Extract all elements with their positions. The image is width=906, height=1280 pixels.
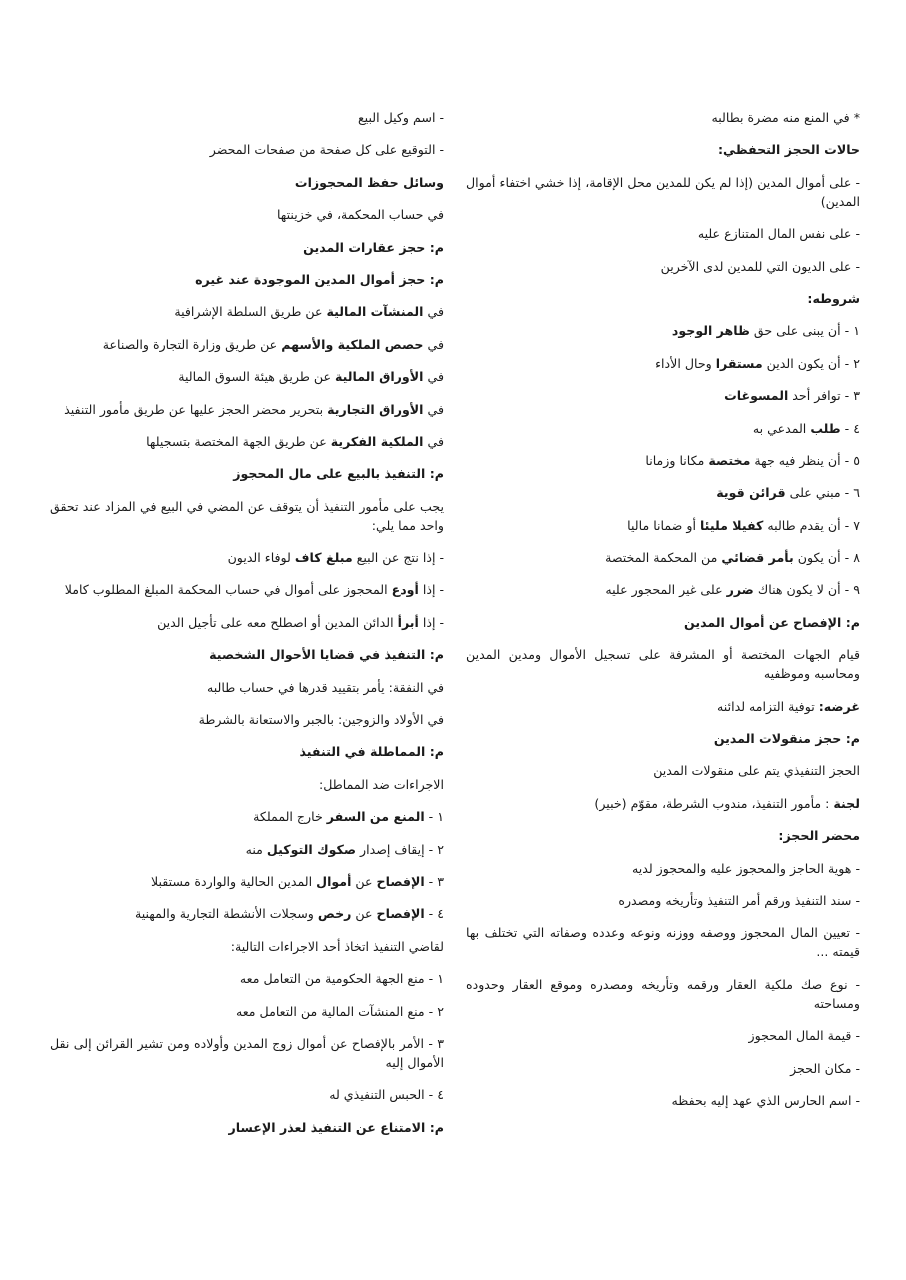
text-line: - التوقيع على كل صفحة من صفحات المحضر <box>209 142 444 158</box>
text-line: قيام الجهات المختصة أو المشرفة على تسجيل الأموال ومدين المدين ومحاسبه وموظفيه <box>466 647 860 682</box>
text-fragment: ٦ - مبني على <box>785 485 860 501</box>
text-line: ٣ - الأمر بالإفصاح عن أموال زوج المدين وأولاده ومن تشير القرائن إلى نقل الأموال إليه <box>50 1035 444 1070</box>
text-fragment: خارج المملكة <box>253 809 327 825</box>
text-fragment: المحجوز على أموال في حساب المحكمة المبلغ المطلوب كاملا <box>64 582 392 598</box>
text-fragment: عن <box>351 873 377 889</box>
text-line: يجب على مأمور التنفيذ أن يتوقف عن المضي في البيع في المزاد عند تحقق واحد مما يلي: <box>50 498 444 533</box>
text-fragment: ٥ - أن ينظر فيه جهة <box>750 452 860 468</box>
bold-term: المنشآت المالية <box>326 304 424 320</box>
bold-term: ضرر <box>726 582 754 598</box>
bold-term: كفيلا مليئا <box>699 517 764 533</box>
text-line <box>50 400 444 419</box>
text-line <box>50 335 444 354</box>
bold-term: رخص <box>317 906 352 922</box>
text-fragment: ٣ - <box>424 873 444 889</box>
section-heading: شروطه: <box>807 290 860 306</box>
text-line: في النفقة: يأمر بتقييد قدرها في حساب طالبه <box>206 679 444 695</box>
text-line: ٢ - منع المنشآت المالية من التعامل معه <box>235 1003 444 1019</box>
text-line: - على الديون التي للمدين لدى الآخرين <box>660 258 860 274</box>
text-fragment: في <box>423 369 444 385</box>
bold-term: الإفصاح <box>376 906 425 922</box>
bold-term: طلب <box>810 420 841 436</box>
text-line <box>466 354 860 373</box>
text-line: ١ - منع الجهة الحكومية من التعامل معه <box>239 971 444 987</box>
text-fragment: ٤ - <box>840 420 860 436</box>
text-line <box>50 548 444 567</box>
text-line: - هوية الحاجز والمحجوز عليه والمحجوز لديه <box>631 860 860 876</box>
right-column <box>466 108 860 1280</box>
section-heading: م: التنفيذ بالبيع على مال المحجوز <box>233 466 444 482</box>
text-fragment: توفية التزامه لدائنه <box>717 698 819 714</box>
text-fragment: بتحرير محضر الحجز عليها عن طريق مأمور التنفيذ <box>64 401 328 417</box>
section-heading: م: التنفيذ في قضايا الأحوال الشخصية <box>209 647 444 663</box>
text-fragment: ٢ - إيقاف إصدار <box>356 841 444 857</box>
section-heading: محضر الحجز: <box>778 828 860 844</box>
text-line: * في المنع منه مضرة بطالبه <box>711 110 860 125</box>
section-heading: م: الامتناع عن التنفيذ لعذر الإعسار <box>228 1119 444 1135</box>
bold-term: الإفصاح <box>376 873 425 889</box>
text-line: - مكان الحجز <box>790 1060 860 1076</box>
text-fragment: عن طريق هيئة السوق المالية <box>178 369 335 385</box>
text-fragment: في <box>423 433 444 449</box>
text-fragment: ٢ - أن يكون الدين <box>762 355 860 371</box>
bold-term: صكوك التوكيل <box>266 841 357 857</box>
bold-term: بأمر قضائي <box>721 550 794 566</box>
text-fragment: عن طريق الجهة المختصة بتسجيلها <box>146 433 331 449</box>
text-line: - على أموال المدين (إذا لم يكن للمدين محل الإقامة، إذا خشي اختفاء أموال المدين) <box>466 174 860 209</box>
text-line <box>466 794 860 813</box>
section-heading: م: حجز عقارات المدين <box>303 239 444 255</box>
text-fragment: عن <box>351 906 377 922</box>
text-line <box>50 432 444 451</box>
text-fragment: عن طريق السلطة الإشرافية <box>174 304 327 320</box>
text-line <box>466 483 860 502</box>
section-heading: م: الإفصاح عن أموال المدين <box>684 614 860 630</box>
text-fragment: المدين الحالية والواردة مستقبلا <box>150 873 317 889</box>
text-line: في الأولاد والزوجين: بالجبر والاستعانة بالشرطة <box>198 712 444 728</box>
text-line <box>466 516 860 535</box>
text-fragment: ١ - أن يبنى على حق <box>749 323 860 339</box>
bold-term: الأوراق التجارية <box>327 401 424 417</box>
bold-term: المسوغات <box>724 388 789 404</box>
section-heading: وسائل حفظ المحجوزات <box>294 174 444 190</box>
bold-term: حصص الملكية والأسهم <box>281 336 424 352</box>
text-line <box>466 321 860 340</box>
section-heading: م: حجز أموال المدين الموجودة عند غيره <box>195 271 444 287</box>
text-fragment: ٧ - أن يقدم طالبه <box>763 517 860 533</box>
text-line: - اسم الحارس الذي عهد إليه بحفظه <box>671 1092 860 1108</box>
text-fragment: وحال الأداء <box>655 355 716 371</box>
text-fragment: ٨ - أن يكون <box>793 550 860 566</box>
text-fragment: في <box>423 336 444 352</box>
text-line: لقاضي التنفيذ اتخاذ أحد الاجراءات التالية: <box>230 938 444 954</box>
text-line <box>50 302 444 321</box>
text-line: - على نفس المال المتنازع عليه <box>697 226 860 242</box>
text-line: - نوع صك ملكية العقار ورقمه وتأريخه ومصدره وموقع العقار وحدوده ومساحته <box>466 976 860 1011</box>
bold-term: غرضه: <box>818 698 860 714</box>
text-fragment: الدائن المدين أو اصطلح معه على تأجيل الدين <box>157 614 398 630</box>
text-fragment: المدعي به <box>752 420 811 436</box>
section-heading: م: المماطلة في التنفيذ <box>299 744 444 760</box>
bold-term: المنع من السفر <box>326 809 425 825</box>
text-line: - سند التنفيذ ورقم أمر التنفيذ وتأريخه ومصدره <box>618 892 860 908</box>
bold-term: قرائن قوية <box>716 485 786 501</box>
text-line <box>466 548 860 567</box>
text-fragment: في <box>423 401 444 417</box>
text-fragment: - إذا <box>418 582 444 598</box>
text-fragment: ٤ - <box>424 906 444 922</box>
text-line <box>466 386 860 405</box>
text-fragment: - إذا نتج عن البيع <box>352 550 444 566</box>
bold-term: أبرأ <box>397 614 419 630</box>
bold-term: مبلغ كاف <box>294 550 353 566</box>
section-heading: حالات الحجز التحفظي: <box>717 142 860 158</box>
text-line: - اسم وكيل البيع <box>357 110 444 125</box>
text-fragment: ١ - <box>424 809 444 825</box>
text-fragment: مكانا وزمانا <box>645 452 709 468</box>
text-fragment: من المحكمة المختصة <box>605 550 722 566</box>
text-fragment: منه <box>245 841 267 857</box>
text-line: - تعيين المال المحجوز ووصفه ووزنه ونوعه وعدده وصفاته التي تختلف بها قيمته ... <box>466 925 860 960</box>
section-heading: م: حجز منقولات المدين <box>713 731 860 747</box>
text-line <box>466 697 860 716</box>
bold-term: الأوراق المالية <box>335 369 424 385</box>
text-fragment: - إذا <box>418 614 444 630</box>
text-fragment: على غير المحجور عليه <box>605 582 727 598</box>
text-line <box>466 419 860 438</box>
text-fragment: ٣ - توافر أحد <box>788 388 860 404</box>
text-fragment: أو ضمانا ماليا <box>627 517 700 533</box>
text-line: الاجراءات ضد المماطل: <box>318 776 444 792</box>
text-line: - قيمة المال المحجوز <box>748 1028 860 1044</box>
bold-term: لجنة <box>833 795 860 811</box>
text-line <box>50 872 444 891</box>
text-fragment: عن طريق وزارة التجارة والصناعة <box>102 336 282 352</box>
text-line <box>50 807 444 826</box>
text-line: ٤ - الحبس التنفيذي له <box>329 1087 444 1103</box>
text-fragment: ٩ - أن لا يكون هناك <box>753 582 860 598</box>
bold-term: مستقرا <box>715 355 763 371</box>
text-line <box>466 580 860 599</box>
bold-term: ظاهر الوجود <box>671 323 750 339</box>
bold-term: مختصة <box>708 452 751 468</box>
text-line <box>50 840 444 859</box>
left-column <box>50 108 444 1280</box>
text-fragment: في <box>423 304 444 320</box>
bold-term: أودع <box>391 582 419 598</box>
bold-term: الملكية الفكرية <box>330 433 424 449</box>
text-fragment: : مأمور التنفيذ، مندوب الشرطة، مقوّم (خبير) <box>594 795 834 811</box>
text-line <box>50 367 444 386</box>
text-line: الحجز التنفيذي يتم على منقولات المدين <box>653 763 860 779</box>
text-line <box>466 451 860 470</box>
bold-term: أموال <box>316 873 352 889</box>
text-fragment: وسجلات الأنشطة التجارية والمهنية <box>134 906 318 922</box>
text-fragment: لوفاء الديون <box>227 550 295 566</box>
text-line <box>50 613 444 632</box>
text-line: في حساب المحكمة، في خزينتها <box>276 207 444 223</box>
text-line <box>50 904 444 923</box>
text-line <box>50 580 444 599</box>
